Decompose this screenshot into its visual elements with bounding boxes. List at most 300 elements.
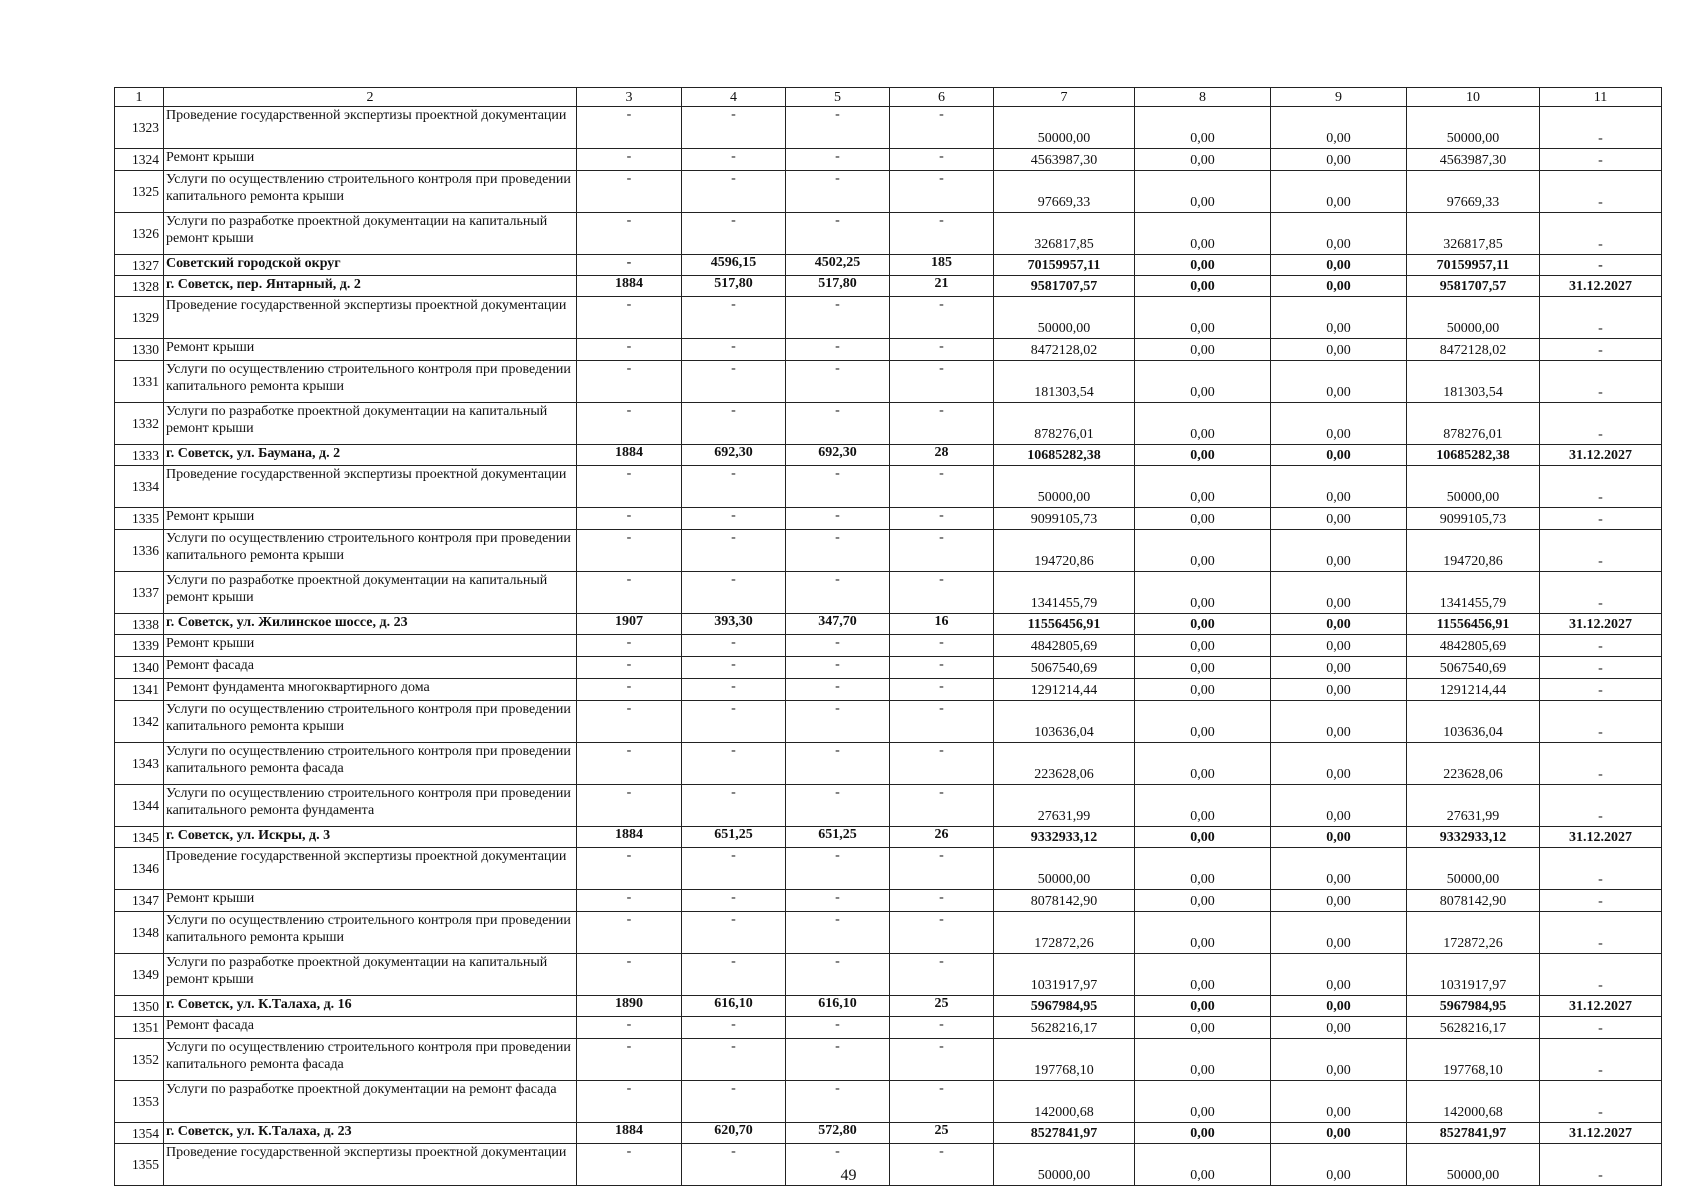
- cost-col-9-cell: 0,00: [1271, 276, 1407, 297]
- row-number-cell: 1324: [115, 149, 164, 171]
- header-cell: 11: [1540, 88, 1662, 107]
- cost-col-10-cell: 172872,26: [1407, 912, 1540, 954]
- cost-col-9-cell: 0,00: [1271, 445, 1407, 466]
- living-area-cell: -: [786, 1144, 890, 1186]
- cost-col-9-cell: 0,00: [1271, 1081, 1407, 1123]
- living-area-cell: -: [786, 508, 890, 530]
- total-cost-cell: 50000,00: [994, 466, 1135, 508]
- living-area-cell: -: [786, 361, 890, 403]
- table-row: [115, 107, 1662, 149]
- deadline-cell: -: [1540, 1081, 1662, 1123]
- year-built-cell: -: [577, 403, 682, 445]
- table-row: [115, 954, 1662, 996]
- table-row: [115, 1081, 1662, 1123]
- total-area-cell: -: [682, 701, 786, 743]
- living-area-cell: 517,80: [786, 276, 890, 297]
- residents-cell: -: [890, 107, 994, 149]
- cost-col-10-cell: 97669,33: [1407, 171, 1540, 213]
- living-area-cell: -: [786, 572, 890, 614]
- cost-col-8-cell: 0,00: [1135, 530, 1271, 572]
- total-cost-cell: 27631,99: [994, 785, 1135, 827]
- residents-cell: -: [890, 339, 994, 361]
- table-row: [115, 508, 1662, 530]
- total-cost-cell: 97669,33: [994, 171, 1135, 213]
- work-description-cell: Проведение государственной экспертизы проектной документации: [164, 107, 577, 149]
- deadline-cell: -: [1540, 361, 1662, 403]
- residents-cell: -: [890, 171, 994, 213]
- total-area-cell: -: [682, 297, 786, 339]
- total-area-cell: -: [682, 403, 786, 445]
- living-area-cell: -: [786, 403, 890, 445]
- deadline-cell: -: [1540, 530, 1662, 572]
- total-cost-cell: 9332933,12: [994, 827, 1135, 848]
- year-built-cell: 1884: [577, 827, 682, 848]
- total-cost-cell: 50000,00: [994, 848, 1135, 890]
- work-description-cell: Проведение государственной экспертизы проектной документации: [164, 297, 577, 339]
- year-built-cell: 1884: [577, 276, 682, 297]
- deadline-cell: -: [1540, 785, 1662, 827]
- row-number-cell: 1341: [115, 679, 164, 701]
- cost-col-9-cell: 0,00: [1271, 171, 1407, 213]
- table-row: [115, 890, 1662, 912]
- cost-col-8-cell: 0,00: [1135, 508, 1271, 530]
- row-number-cell: 1351: [115, 1017, 164, 1039]
- total-area-cell: -: [682, 635, 786, 657]
- total-cost-cell: 326817,85: [994, 213, 1135, 255]
- cost-col-10-cell: 50000,00: [1407, 848, 1540, 890]
- row-number-cell: 1343: [115, 743, 164, 785]
- total-area-cell: 651,25: [682, 827, 786, 848]
- cost-col-10-cell: 50000,00: [1407, 466, 1540, 508]
- cost-col-9-cell: 0,00: [1271, 954, 1407, 996]
- year-built-cell: -: [577, 361, 682, 403]
- residents-cell: -: [890, 530, 994, 572]
- row-number-cell: 1331: [115, 361, 164, 403]
- living-area-cell: -: [786, 701, 890, 743]
- total-cost-cell: 8527841,97: [994, 1123, 1135, 1144]
- table-row: [115, 171, 1662, 213]
- cost-col-10-cell: 8472128,02: [1407, 339, 1540, 361]
- cost-col-8-cell: 0,00: [1135, 912, 1271, 954]
- living-area-cell: -: [786, 890, 890, 912]
- cost-col-8-cell: 0,00: [1135, 679, 1271, 701]
- cost-col-9-cell: 0,00: [1271, 785, 1407, 827]
- cost-col-9-cell: 0,00: [1271, 827, 1407, 848]
- table-body: [115, 107, 1662, 1186]
- total-area-cell: -: [682, 743, 786, 785]
- row-number-cell: 1350: [115, 996, 164, 1017]
- table-row: [115, 635, 1662, 657]
- year-built-cell: -: [577, 679, 682, 701]
- table-row: [115, 149, 1662, 171]
- work-description-cell: Услуги по осуществлению строительного контроля при проведении капитального ремонта крыши: [164, 530, 577, 572]
- cost-col-9-cell: 0,00: [1271, 848, 1407, 890]
- work-description-cell: Услуги по разработке проектной документации на капитальный ремонт крыши: [164, 572, 577, 614]
- residents-cell: -: [890, 657, 994, 679]
- row-number-cell: 1340: [115, 657, 164, 679]
- total-cost-cell: 9099105,73: [994, 508, 1135, 530]
- residents-cell: -: [890, 1144, 994, 1186]
- address-row: [115, 827, 1662, 848]
- year-built-cell: -: [577, 1081, 682, 1123]
- header-cell: 8: [1135, 88, 1271, 107]
- living-area-cell: -: [786, 530, 890, 572]
- residents-cell: -: [890, 508, 994, 530]
- deadline-cell: -: [1540, 635, 1662, 657]
- cost-col-9-cell: 0,00: [1271, 149, 1407, 171]
- cost-col-8-cell: 0,00: [1135, 149, 1271, 171]
- cost-col-8-cell: 0,00: [1135, 466, 1271, 508]
- cost-col-10-cell: 142000,68: [1407, 1081, 1540, 1123]
- residents-cell: 25: [890, 996, 994, 1017]
- deadline-cell: -: [1540, 572, 1662, 614]
- year-built-cell: -: [577, 848, 682, 890]
- cost-col-10-cell: 70159957,11: [1407, 255, 1540, 276]
- row-number-cell: 1344: [115, 785, 164, 827]
- column-number-row: [115, 88, 1662, 107]
- total-cost-cell: 50000,00: [994, 1144, 1135, 1186]
- year-built-cell: -: [577, 1017, 682, 1039]
- deadline-cell: -: [1540, 508, 1662, 530]
- row-number-cell: 1346: [115, 848, 164, 890]
- deadline-cell: 31.12.2027: [1540, 276, 1662, 297]
- total-cost-cell: 142000,68: [994, 1081, 1135, 1123]
- cost-col-10-cell: 5628216,17: [1407, 1017, 1540, 1039]
- table-row: [115, 466, 1662, 508]
- cost-col-9-cell: 0,00: [1271, 339, 1407, 361]
- living-area-cell: -: [786, 848, 890, 890]
- residents-cell: -: [890, 954, 994, 996]
- cost-col-10-cell: 50000,00: [1407, 1144, 1540, 1186]
- table-row: [115, 743, 1662, 785]
- cost-col-8-cell: 0,00: [1135, 339, 1271, 361]
- address-row: [115, 445, 1662, 466]
- residents-cell: 26: [890, 827, 994, 848]
- row-number-cell: 1338: [115, 614, 164, 635]
- table-row: [115, 701, 1662, 743]
- cost-col-8-cell: 0,00: [1135, 635, 1271, 657]
- deadline-cell: -: [1540, 912, 1662, 954]
- row-number-cell: 1347: [115, 890, 164, 912]
- total-cost-cell: 5967984,95: [994, 996, 1135, 1017]
- header-cell: 6: [890, 88, 994, 107]
- cost-col-10-cell: 1291214,44: [1407, 679, 1540, 701]
- cost-col-8-cell: 0,00: [1135, 255, 1271, 276]
- row-number-cell: 1348: [115, 912, 164, 954]
- year-built-cell: 1884: [577, 1123, 682, 1144]
- work-description-cell: Услуги по разработке проектной документации на капитальный ремонт крыши: [164, 403, 577, 445]
- header-cell: 2: [164, 88, 577, 107]
- residents-cell: 28: [890, 445, 994, 466]
- deadline-cell: -: [1540, 848, 1662, 890]
- cost-col-10-cell: 878276,01: [1407, 403, 1540, 445]
- total-area-cell: 620,70: [682, 1123, 786, 1144]
- work-description-cell: г. Советск, ул. Жилинское шоссе, д. 23: [164, 614, 577, 635]
- deadline-cell: -: [1540, 213, 1662, 255]
- deadline-cell: -: [1540, 466, 1662, 508]
- residents-cell: -: [890, 1039, 994, 1081]
- living-area-cell: 651,25: [786, 827, 890, 848]
- living-area-cell: -: [786, 339, 890, 361]
- cost-col-8-cell: 0,00: [1135, 1039, 1271, 1081]
- living-area-cell: -: [786, 1039, 890, 1081]
- cost-col-8-cell: 0,00: [1135, 445, 1271, 466]
- deadline-cell: -: [1540, 701, 1662, 743]
- cost-col-8-cell: 0,00: [1135, 1144, 1271, 1186]
- cost-col-9-cell: 0,00: [1271, 890, 1407, 912]
- cost-col-9-cell: 0,00: [1271, 635, 1407, 657]
- table-row: [115, 361, 1662, 403]
- cost-col-9-cell: 0,00: [1271, 107, 1407, 149]
- deadline-cell: -: [1540, 890, 1662, 912]
- total-area-cell: 692,30: [682, 445, 786, 466]
- total-cost-cell: 50000,00: [994, 107, 1135, 149]
- cost-col-10-cell: 1031917,97: [1407, 954, 1540, 996]
- address-row: [115, 276, 1662, 297]
- total-cost-cell: 194720,86: [994, 530, 1135, 572]
- cost-col-9-cell: 0,00: [1271, 701, 1407, 743]
- residents-cell: -: [890, 297, 994, 339]
- living-area-cell: -: [786, 297, 890, 339]
- year-built-cell: -: [577, 572, 682, 614]
- living-area-cell: 347,70: [786, 614, 890, 635]
- row-number-cell: 1334: [115, 466, 164, 508]
- total-cost-cell: 5628216,17: [994, 1017, 1135, 1039]
- total-area-cell: -: [682, 171, 786, 213]
- address-row: [115, 614, 1662, 635]
- total-cost-cell: 223628,06: [994, 743, 1135, 785]
- row-number-cell: 1339: [115, 635, 164, 657]
- total-cost-cell: 8078142,90: [994, 890, 1135, 912]
- cost-col-8-cell: 0,00: [1135, 107, 1271, 149]
- residents-cell: -: [890, 572, 994, 614]
- residents-cell: 25: [890, 1123, 994, 1144]
- deadline-cell: -: [1540, 679, 1662, 701]
- total-area-cell: -: [682, 1144, 786, 1186]
- row-number-cell: 1332: [115, 403, 164, 445]
- deadline-cell: 31.12.2027: [1540, 827, 1662, 848]
- cost-col-9-cell: 0,00: [1271, 743, 1407, 785]
- year-built-cell: 1907: [577, 614, 682, 635]
- deadline-cell: -: [1540, 171, 1662, 213]
- cost-col-10-cell: 5067540,69: [1407, 657, 1540, 679]
- row-number-cell: 1345: [115, 827, 164, 848]
- cost-col-9-cell: 0,00: [1271, 361, 1407, 403]
- table-row: [115, 657, 1662, 679]
- work-description-cell: г. Советск, ул. К.Талаха, д. 16: [164, 996, 577, 1017]
- work-description-cell: Услуги по разработке проектной документации на капитальный ремонт крыши: [164, 213, 577, 255]
- header-cell: 4: [682, 88, 786, 107]
- work-description-cell: г. Советск, ул. Искры, д. 3: [164, 827, 577, 848]
- cost-col-8-cell: 0,00: [1135, 701, 1271, 743]
- total-area-cell: 517,80: [682, 276, 786, 297]
- cost-col-10-cell: 1341455,79: [1407, 572, 1540, 614]
- work-description-cell: Проведение государственной экспертизы проектной документации: [164, 848, 577, 890]
- table-row: [115, 1017, 1662, 1039]
- residents-cell: -: [890, 701, 994, 743]
- residents-cell: -: [890, 743, 994, 785]
- total-area-cell: -: [682, 149, 786, 171]
- address-row: [115, 996, 1662, 1017]
- row-number-cell: 1323: [115, 107, 164, 149]
- year-built-cell: -: [577, 297, 682, 339]
- living-area-cell: -: [786, 679, 890, 701]
- residents-cell: 21: [890, 276, 994, 297]
- cost-col-9-cell: 0,00: [1271, 297, 1407, 339]
- cost-col-9-cell: 0,00: [1271, 996, 1407, 1017]
- cost-col-9-cell: 0,00: [1271, 466, 1407, 508]
- cost-col-8-cell: 0,00: [1135, 1017, 1271, 1039]
- work-description-cell: Ремонт фундамента многоквартирного дома: [164, 679, 577, 701]
- work-description-cell: Услуги по осуществлению строительного контроля при проведении капитального ремонта крыши: [164, 171, 577, 213]
- living-area-cell: -: [786, 912, 890, 954]
- work-description-cell: Услуги по осуществлению строительного контроля при проведении капитального ремонта крыши: [164, 701, 577, 743]
- work-description-cell: Проведение государственной экспертизы проектной документации: [164, 466, 577, 508]
- work-description-cell: Ремонт крыши: [164, 149, 577, 171]
- work-description-cell: Услуги по осуществлению строительного контроля при проведении капитального ремонта фундамента: [164, 785, 577, 827]
- cost-col-8-cell: 0,00: [1135, 785, 1271, 827]
- row-number-cell: 1333: [115, 445, 164, 466]
- work-description-cell: г. Советск, ул. К.Талаха, д. 23: [164, 1123, 577, 1144]
- work-description-cell: Услуги по осуществлению строительного контроля при проведении капитального ремонта крыши: [164, 912, 577, 954]
- cost-col-8-cell: 0,00: [1135, 657, 1271, 679]
- deadline-cell: 31.12.2027: [1540, 614, 1662, 635]
- residents-cell: -: [890, 213, 994, 255]
- year-built-cell: -: [577, 171, 682, 213]
- total-area-cell: -: [682, 679, 786, 701]
- living-area-cell: -: [786, 657, 890, 679]
- total-cost-cell: 172872,26: [994, 912, 1135, 954]
- cost-col-9-cell: 0,00: [1271, 1123, 1407, 1144]
- work-description-cell: Услуги по осуществлению строительного контроля при проведении капитального ремонта фасада: [164, 1039, 577, 1081]
- deadline-cell: -: [1540, 149, 1662, 171]
- header-cell: 7: [994, 88, 1135, 107]
- row-number-cell: 1328: [115, 276, 164, 297]
- cost-col-8-cell: 0,00: [1135, 171, 1271, 213]
- row-number-cell: 1325: [115, 171, 164, 213]
- living-area-cell: -: [786, 171, 890, 213]
- cost-col-9-cell: 0,00: [1271, 912, 1407, 954]
- page-number: 49: [840, 1167, 857, 1184]
- cost-col-8-cell: 0,00: [1135, 827, 1271, 848]
- total-area-cell: -: [682, 107, 786, 149]
- residents-cell: -: [890, 785, 994, 827]
- work-description-cell: Ремонт фасада: [164, 657, 577, 679]
- work-description-cell: Ремонт крыши: [164, 508, 577, 530]
- year-built-cell: -: [577, 530, 682, 572]
- total-area-cell: -: [682, 466, 786, 508]
- work-description-cell: г. Советск, ул. Баумана, д. 2: [164, 445, 577, 466]
- row-number-cell: 1326: [115, 213, 164, 255]
- total-cost-cell: 10685282,38: [994, 445, 1135, 466]
- cost-col-10-cell: 50000,00: [1407, 107, 1540, 149]
- year-built-cell: 1890: [577, 996, 682, 1017]
- deadline-cell: -: [1540, 1017, 1662, 1039]
- year-built-cell: -: [577, 635, 682, 657]
- total-cost-cell: 1031917,97: [994, 954, 1135, 996]
- table-row: [115, 339, 1662, 361]
- total-area-cell: -: [682, 890, 786, 912]
- cost-col-9-cell: 0,00: [1271, 1039, 1407, 1081]
- total-area-cell: 616,10: [682, 996, 786, 1017]
- total-cost-cell: 4563987,30: [994, 149, 1135, 171]
- cost-col-9-cell: 0,00: [1271, 403, 1407, 445]
- total-area-cell: -: [682, 1039, 786, 1081]
- table-row: [115, 848, 1662, 890]
- cost-col-10-cell: 8527841,97: [1407, 1123, 1540, 1144]
- year-built-cell: 1884: [577, 445, 682, 466]
- cost-col-9-cell: 0,00: [1271, 614, 1407, 635]
- cost-col-8-cell: 0,00: [1135, 213, 1271, 255]
- living-area-cell: -: [786, 213, 890, 255]
- year-built-cell: -: [577, 701, 682, 743]
- cost-col-10-cell: 223628,06: [1407, 743, 1540, 785]
- cost-col-8-cell: 0,00: [1135, 1123, 1271, 1144]
- deadline-cell: -: [1540, 107, 1662, 149]
- residents-cell: -: [890, 848, 994, 890]
- work-description-cell: Услуги по осуществлению строительного контроля при проведении капитального ремонта крыши: [164, 361, 577, 403]
- cost-col-8-cell: 0,00: [1135, 361, 1271, 403]
- living-area-cell: 692,30: [786, 445, 890, 466]
- year-built-cell: -: [577, 466, 682, 508]
- total-area-cell: -: [682, 530, 786, 572]
- total-area-cell: -: [682, 213, 786, 255]
- total-area-cell: -: [682, 572, 786, 614]
- total-area-cell: 4596,15: [682, 255, 786, 276]
- deadline-cell: -: [1540, 297, 1662, 339]
- cost-col-10-cell: 4842805,69: [1407, 635, 1540, 657]
- total-area-cell: -: [682, 912, 786, 954]
- total-cost-cell: 50000,00: [994, 297, 1135, 339]
- cost-col-10-cell: 11556456,91: [1407, 614, 1540, 635]
- total-cost-cell: 5067540,69: [994, 657, 1135, 679]
- row-number-cell: 1349: [115, 954, 164, 996]
- row-number-cell: 1327: [115, 255, 164, 276]
- residents-cell: -: [890, 1081, 994, 1123]
- cost-col-10-cell: 103636,04: [1407, 701, 1540, 743]
- table-row: [115, 530, 1662, 572]
- cost-col-8-cell: 0,00: [1135, 572, 1271, 614]
- cost-col-9-cell: 0,00: [1271, 679, 1407, 701]
- work-description-cell: Ремонт фасада: [164, 1017, 577, 1039]
- row-number-cell: 1354: [115, 1123, 164, 1144]
- table-row: [115, 785, 1662, 827]
- total-area-cell: -: [682, 1081, 786, 1123]
- cost-col-9-cell: 0,00: [1271, 572, 1407, 614]
- total-area-cell: -: [682, 657, 786, 679]
- cost-col-8-cell: 0,00: [1135, 848, 1271, 890]
- residents-cell: -: [890, 912, 994, 954]
- living-area-cell: 616,10: [786, 996, 890, 1017]
- deadline-cell: 31.12.2027: [1540, 996, 1662, 1017]
- row-number-cell: 1329: [115, 297, 164, 339]
- cost-col-10-cell: 50000,00: [1407, 297, 1540, 339]
- cost-col-10-cell: 8078142,90: [1407, 890, 1540, 912]
- year-built-cell: -: [577, 255, 682, 276]
- total-cost-cell: 197768,10: [994, 1039, 1135, 1081]
- year-built-cell: -: [577, 508, 682, 530]
- living-area-cell: -: [786, 743, 890, 785]
- deadline-cell: -: [1540, 1144, 1662, 1186]
- living-area-cell: -: [786, 954, 890, 996]
- work-description-cell: Услуги по разработке проектной документации на капитальный ремонт крыши: [164, 954, 577, 996]
- table-row: [115, 679, 1662, 701]
- cost-col-9-cell: 0,00: [1271, 508, 1407, 530]
- total-cost-cell: 4842805,69: [994, 635, 1135, 657]
- deadline-cell: -: [1540, 743, 1662, 785]
- work-description-cell: Проведение государственной экспертизы проектной документации: [164, 1144, 577, 1186]
- year-built-cell: -: [577, 107, 682, 149]
